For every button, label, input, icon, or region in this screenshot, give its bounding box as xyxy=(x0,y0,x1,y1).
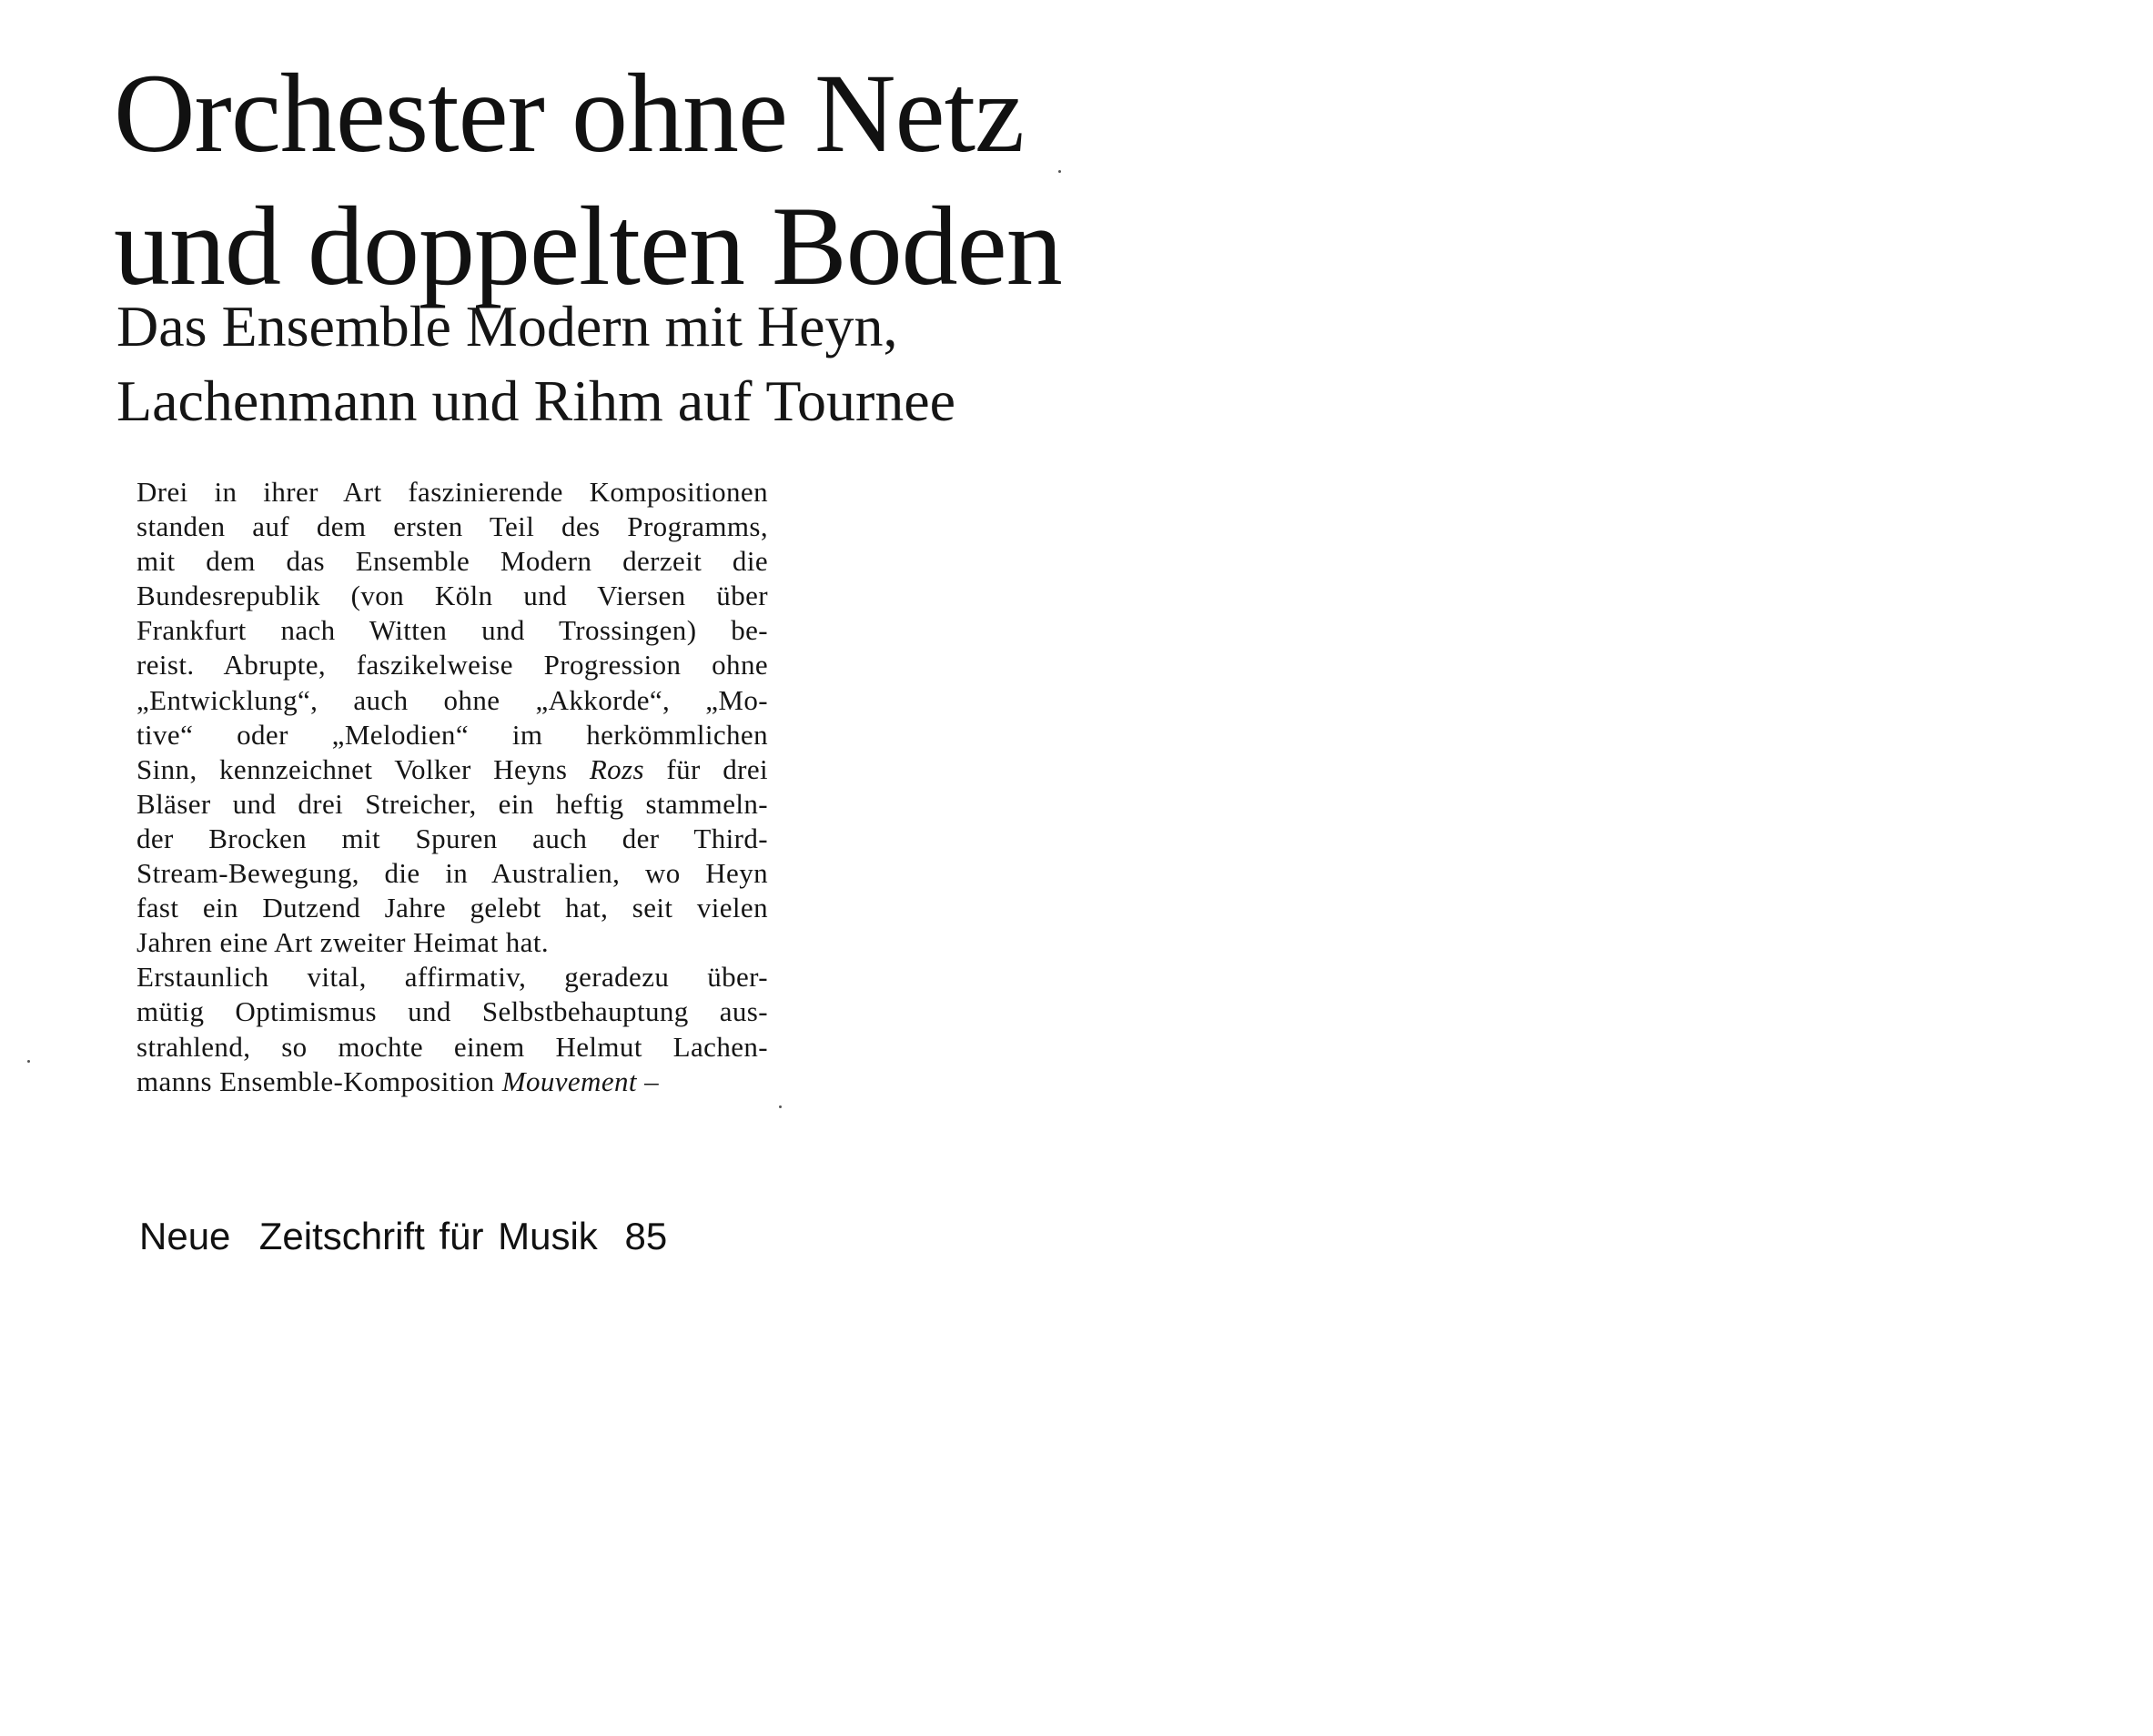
publication-name: Neue Zeitschrift für Musik xyxy=(139,1215,598,1257)
work-title: Mouvement xyxy=(501,1065,637,1097)
subheadline-line: Das Ensemble Modern mit Heyn, xyxy=(116,294,898,358)
headline-line: Orchester ohne Netz xyxy=(114,51,1025,176)
scan-speck xyxy=(27,1060,30,1063)
body-text-line: Drei in ihrer Art faszinierende Kompositionen xyxy=(136,476,768,508)
body-text-line: mütig Optimismus und Selbstbehauptung aus- xyxy=(136,995,768,1028)
body-text-line: Bundesrepublik (von Köln und Viersen über xyxy=(136,580,768,612)
body-text-line: tive“ oder „Melodien“ im herkömmlichen xyxy=(136,718,768,751)
work-title: Rozs xyxy=(589,752,644,785)
body-text-line: Jahren eine Art zweiter Heimat hat. xyxy=(136,926,549,959)
body-text-line: „Entwicklung“, auch ohne „Akkorde“, „Mo- xyxy=(136,683,768,716)
subheadline-line: Lachenmann und Rihm auf Tournee xyxy=(116,368,956,433)
body-text-line: standen auf dem ersten Teil des Programms, xyxy=(136,510,768,543)
body-text-line: mit dem das Ensemble Modern derzeit die xyxy=(136,545,768,578)
article-body xyxy=(136,475,768,1099)
scan-speck xyxy=(1058,170,1061,173)
body-text-line: strahlend, so mochte einem Helmut Lachen- xyxy=(136,1030,768,1063)
body-text-line: Sinn, kennzeichnet Volker Heyns Rozs für drei xyxy=(136,752,768,785)
page-number: 85 xyxy=(624,1215,668,1257)
body-text-line: Erstaunlich vital, affirmativ, geradezu über- xyxy=(136,961,768,994)
publication-footer xyxy=(139,1214,667,1259)
body-text-line: reist. Abrupte, faszikelweise Progression ohne xyxy=(136,649,768,681)
body-text-line: Frankfurt nach Witten und Trossingen) be- xyxy=(136,614,768,647)
headline-line: und doppelten Boden xyxy=(114,184,1062,308)
subheadline xyxy=(116,289,955,439)
body-text-line: der Brocken mit Spuren auch der Third- xyxy=(136,822,768,854)
body-text-line: Stream-Bewegung, die in Australien, wo Heyn xyxy=(136,857,768,890)
body-text-line: Bläser und drei Streicher, ein heftig stammeln- xyxy=(136,787,768,820)
headline xyxy=(114,47,1062,313)
scan-speck xyxy=(779,1105,782,1108)
body-text-line: manns Ensemble-Komposition Mouvement – xyxy=(136,1065,659,1097)
body-text-line: fast ein Dutzend Jahre gelebt hat, seit vielen xyxy=(136,892,768,924)
